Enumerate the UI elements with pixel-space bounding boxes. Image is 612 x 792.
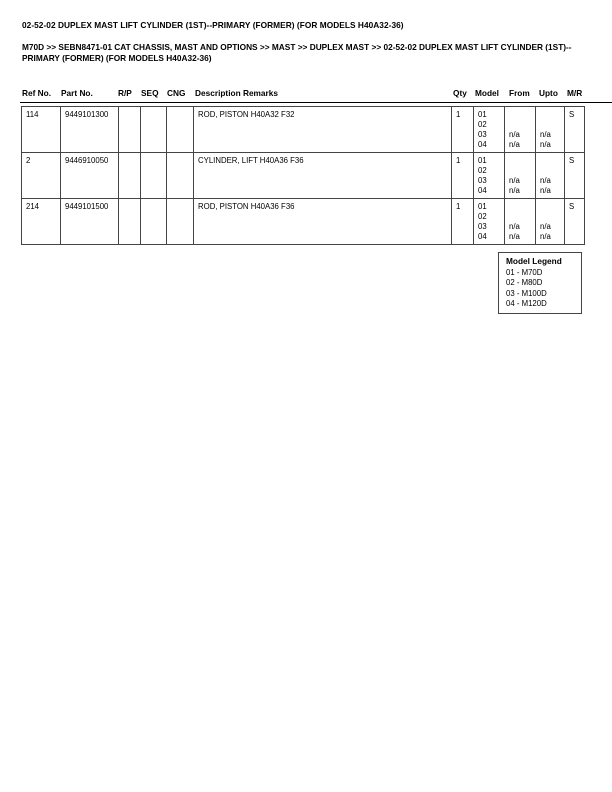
model-cell-line: 02 <box>478 120 487 129</box>
qty-cell: 1 <box>452 199 474 245</box>
header-divider <box>20 102 612 103</box>
ref-no-cell: 114 <box>22 107 61 153</box>
upto-cell-line <box>540 166 560 176</box>
legend-item: 04 - M120D <box>506 299 547 309</box>
upto-cell-line: n/a <box>540 186 551 195</box>
legend-item: 02 - M80D <box>506 278 543 288</box>
rp-cell <box>119 199 141 245</box>
upto-cell-line: n/a <box>540 130 551 139</box>
table-row <box>22 153 585 199</box>
from-cell-line: n/a <box>509 130 520 139</box>
description-cell: ROD, PISTON H40A32 F32 <box>194 107 452 153</box>
from-cell <box>505 199 536 245</box>
from-cell-line: n/a <box>509 186 520 195</box>
from-cell-line <box>509 202 531 212</box>
parts-table <box>21 106 585 245</box>
upto-cell-line <box>540 120 560 130</box>
model-cell-line: 03 <box>478 222 487 231</box>
col-header-ref: Ref No. <box>22 88 52 98</box>
from-cell-line <box>509 212 531 222</box>
upto-cell-line: n/a <box>540 232 551 241</box>
from-cell-line <box>509 156 531 166</box>
from-cell-line: n/a <box>509 232 520 241</box>
model-cell-line: 04 <box>478 232 487 241</box>
description-cell: CYLINDER, LIFT H40A36 F36 <box>194 153 452 199</box>
upto-cell <box>536 153 565 199</box>
model-cell-line: 03 <box>478 176 487 185</box>
col-header-cng: CNG <box>167 88 186 98</box>
from-cell <box>505 107 536 153</box>
seq-cell <box>141 107 167 153</box>
model-cell-line: 04 <box>478 186 487 195</box>
upto-cell-line <box>540 156 560 166</box>
model-legend <box>498 252 582 314</box>
table-header <box>22 88 584 100</box>
upto-cell-line: n/a <box>540 222 551 231</box>
page-title: 02-52-02 DUPLEX MAST LIFT CYLINDER (1ST)--PRIMARY (FORMER) (FOR MODELS H40A32-36) <box>22 20 404 30</box>
from-cell <box>505 153 536 199</box>
ref-no-cell: 2 <box>22 153 61 199</box>
col-header-desc: Description Remarks <box>195 88 279 98</box>
col-header-upto: Upto <box>539 88 558 98</box>
col-header-model: Model <box>475 88 499 98</box>
upto-cell <box>536 107 565 153</box>
from-cell-line: n/a <box>509 176 520 185</box>
model-cell-line: 01 <box>478 156 487 165</box>
from-cell-line <box>509 166 531 176</box>
rp-cell <box>119 153 141 199</box>
table-row <box>22 107 585 153</box>
model-cell-line: 04 <box>478 140 487 149</box>
upto-cell-line: n/a <box>540 140 551 149</box>
model-legend-title: Model Legend <box>506 256 562 266</box>
from-cell-line: n/a <box>509 140 520 149</box>
from-cell-line <box>509 120 531 130</box>
parts-table-body <box>22 107 585 245</box>
qty-cell: 1 <box>452 153 474 199</box>
legend-item: 03 - M100D <box>506 288 547 298</box>
mr-cell: S <box>565 153 585 199</box>
breadcrumb: M70D >> SEBN8471-01 CAT CHASSIS, MAST AND OPTIONS >> MAST >> DUPLEX MAST >> 02-52-02 DUPLEX MAST LIFT CYLINDER (1ST)--PRIMARY (FORMER) (FOR MODELS H40A32-36) <box>22 42 572 63</box>
model-cell <box>474 153 505 199</box>
upto-cell-line <box>540 202 560 212</box>
model-cell-line: 02 <box>478 212 487 221</box>
seq-cell <box>141 199 167 245</box>
model-cell <box>474 107 505 153</box>
description-cell: ROD, PISTON H40A36 F36 <box>194 199 452 245</box>
rp-cell <box>119 107 141 153</box>
part-no-cell: 9449101300 <box>61 107 119 153</box>
cng-cell <box>167 153 194 199</box>
from-cell-line <box>509 110 531 120</box>
model-cell <box>474 199 505 245</box>
upto-cell-line <box>540 110 560 120</box>
mr-cell: S <box>565 107 585 153</box>
qty-cell: 1 <box>452 107 474 153</box>
legend-item: 01 - M70D <box>506 268 543 277</box>
upto-cell <box>536 199 565 245</box>
ref-no-cell: 214 <box>22 199 61 245</box>
mr-cell: S <box>565 199 585 245</box>
model-cell-line: 02 <box>478 166 487 175</box>
seq-cell <box>141 153 167 199</box>
part-no-cell: 9446910050 <box>61 153 119 199</box>
part-no-cell: 9449101500 <box>61 199 119 245</box>
col-header-seq: SEQ <box>141 88 159 98</box>
col-header-qty: Qty <box>453 88 467 98</box>
upto-cell-line: n/a <box>540 176 551 185</box>
model-cell-line: 03 <box>478 130 487 139</box>
table-row <box>22 199 585 245</box>
upto-cell-line <box>540 212 560 222</box>
model-cell-line: 01 <box>478 202 487 211</box>
cng-cell <box>167 107 194 153</box>
col-header-rp: R/P <box>118 88 132 98</box>
from-cell-line: n/a <box>509 222 520 231</box>
col-header-mr: M/R <box>567 88 583 98</box>
col-header-from: From <box>509 88 530 98</box>
col-header-part: Part No. <box>61 88 93 98</box>
cng-cell <box>167 199 194 245</box>
model-cell-line: 01 <box>478 110 487 119</box>
